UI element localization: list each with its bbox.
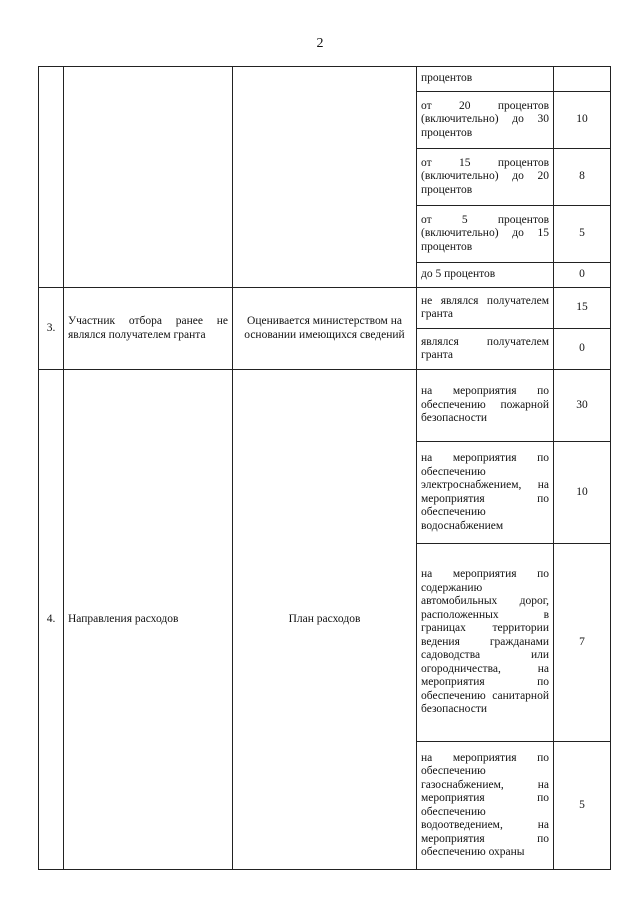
criterion-name: Направления расходов [64, 370, 233, 870]
criterion-method-cell [233, 67, 417, 288]
table-row [39, 67, 611, 92]
condition-cell: от 20 процентов (включительно) до 30 процентов [417, 92, 554, 149]
criterion-number-cell [39, 67, 64, 288]
criterion-method: План расходов [233, 370, 417, 870]
condition-cell: процентов [417, 67, 554, 92]
condition-cell: являлся получателем гранта [417, 329, 554, 370]
criterion-name-cell [64, 67, 233, 288]
score-cell: 15 [554, 288, 611, 329]
score-cell: 10 [554, 92, 611, 149]
table-row [39, 370, 611, 442]
score-cell: 0 [554, 263, 611, 288]
score-cell: 7 [554, 544, 611, 742]
criteria-table [38, 66, 611, 870]
criterion-number: 4. [39, 370, 64, 870]
condition-cell: на мероприятия по содержанию автомобильных дорог, расположенных в границах территории ведения гражданами садоводства или огородничества, на мероприятия по обеспечению санитарной безопасности [417, 544, 554, 742]
condition-cell: от 15 процентов (включительно) до 20 процентов [417, 149, 554, 206]
table-row [39, 288, 611, 329]
score-cell: 5 [554, 206, 611, 263]
condition-cell: на мероприятия по обеспечению пожарной безопасности [417, 370, 554, 442]
score-cell: 5 [554, 742, 611, 870]
criterion-number: 3. [39, 288, 64, 370]
condition-cell: на мероприятия по обеспечению газоснабжением, на мероприятия по обеспечению водоотведением, на мероприятия по обеспечению охраны [417, 742, 554, 870]
condition-cell: на мероприятия по обеспечению электроснабжением, на мероприятия по обеспечению водоснабжением [417, 442, 554, 544]
score-cell [554, 67, 611, 92]
score-cell: 10 [554, 442, 611, 544]
score-cell: 8 [554, 149, 611, 206]
criterion-name: Участник отбора ранее не являлся получателем гранта [64, 288, 233, 370]
condition-cell: от 5 процентов (включительно) до 15 процентов [417, 206, 554, 263]
score-cell: 30 [554, 370, 611, 442]
condition-cell: не являлся получателем гранта [417, 288, 554, 329]
criterion-method: Оценивается министерством на основании имеющихся сведений [233, 288, 417, 370]
condition-cell: до 5 процентов [417, 263, 554, 288]
page-number: 2 [316, 36, 324, 51]
score-cell: 0 [554, 329, 611, 370]
